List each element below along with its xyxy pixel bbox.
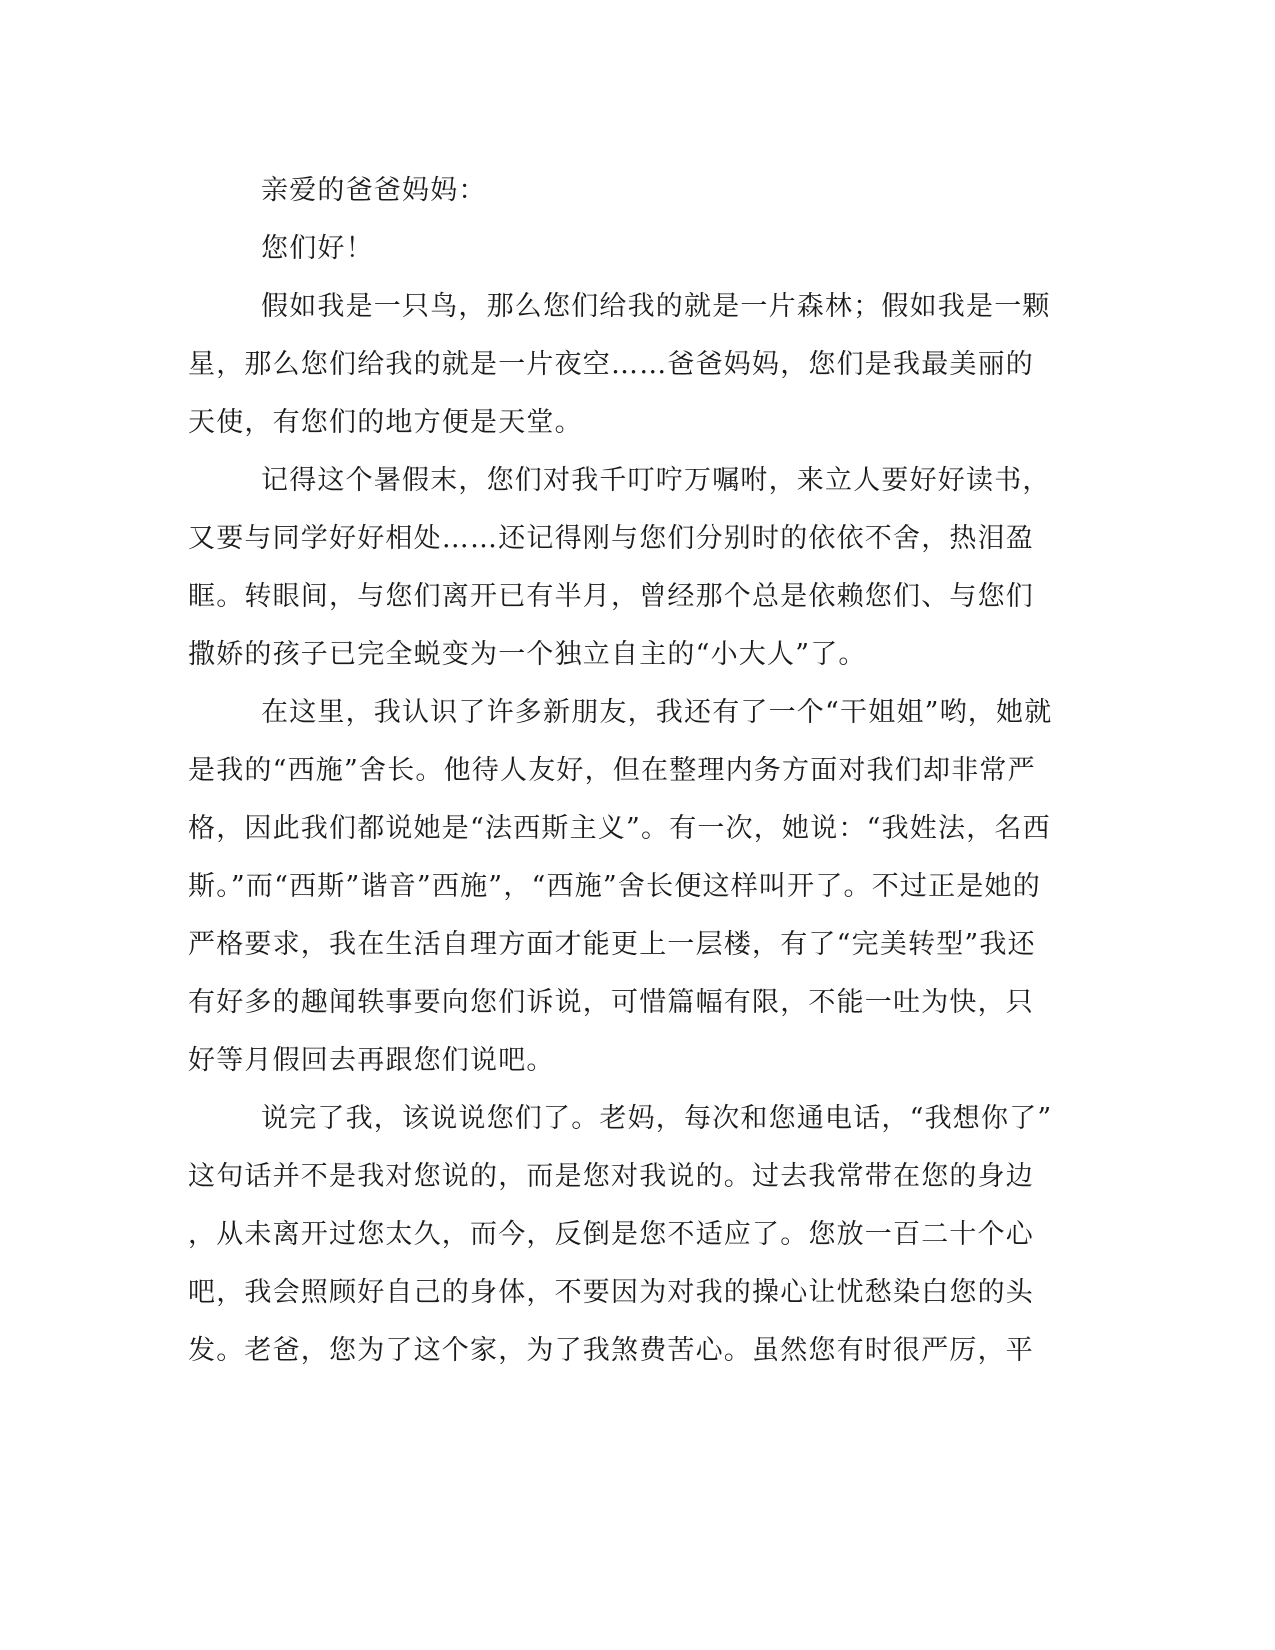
text-line: 天使，有您们的地方便是天堂。 <box>188 407 583 438</box>
text-line: 吧，我会照顾好自己的身体，不要因为对我的操心让忧愁染白您的头 <box>188 1277 1034 1308</box>
text-line: 严格要求，我在生活自理方面才能更上一层楼，有了“完美转型”我还 <box>188 929 1036 960</box>
text-line: 是我的“西施”舍长。他待人友好，但在整理内务方面对我们却非常严 <box>188 755 1036 786</box>
text-line: 格，因此我们都说她是“法西斯主义”。有一次，她说：“我姓法，名西 <box>188 813 1051 844</box>
text-line: 眶。转眼间，与您们离开已有半月，曾经那个总是依赖您们、与您们 <box>188 581 1034 612</box>
text-line: 发。老爸，您为了这个家，为了我煞费苦心。虽然您有时很严厉，平 <box>188 1335 1034 1366</box>
text-line: 在这里，我认识了许多新朋友，我还有了一个“干姐姐”哟，她就 <box>261 697 1053 728</box>
text-line: ，从未离开过您太久，而今，反倒是您不适应了。您放一百二十个心 <box>188 1219 1034 1250</box>
text-line: 撒娇的孩子已完全蜕变为一个独立自主的“小大人”了。 <box>188 639 867 670</box>
letter-body <box>188 162 1068 1380</box>
text-line: 说完了我，该说说您们了。老妈，每次和您通电话，“我想你了” <box>261 1103 1053 1134</box>
text-line: 好等月假回去再跟您们说吧。 <box>188 1045 555 1076</box>
text-line: 假如我是一只鸟，那么您们给我的就是一片森林；假如我是一颗 <box>261 291 1051 322</box>
text-line: 又要与同学好好相处……还记得刚与您们分别时的依依不舍，热泪盈 <box>188 523 1034 554</box>
text-line: 斯。”而“西斯”谐音”西施”，“西施”舍长便这样叫开了。不过正是她的 <box>188 871 1041 902</box>
text-line: 这句话并不是我对您说的，而是您对我说的。过去我常带在您的身边 <box>188 1161 1034 1192</box>
text-line: 记得这个暑假末，您们对我千叮咛万嘱咐，来立人要好好读书， <box>261 465 1051 496</box>
greeting-line: 您们好！ <box>261 233 374 264</box>
text-line: 有好多的趣闻轶事要向您们诉说，可惜篇幅有限，不能一吐为快，只 <box>188 987 1034 1018</box>
salutation-line: 亲爱的爸爸妈妈： <box>261 175 487 206</box>
text-line: 星，那么您们给我的就是一片夜空……爸爸妈妈，您们是我最美丽的 <box>188 349 1034 380</box>
